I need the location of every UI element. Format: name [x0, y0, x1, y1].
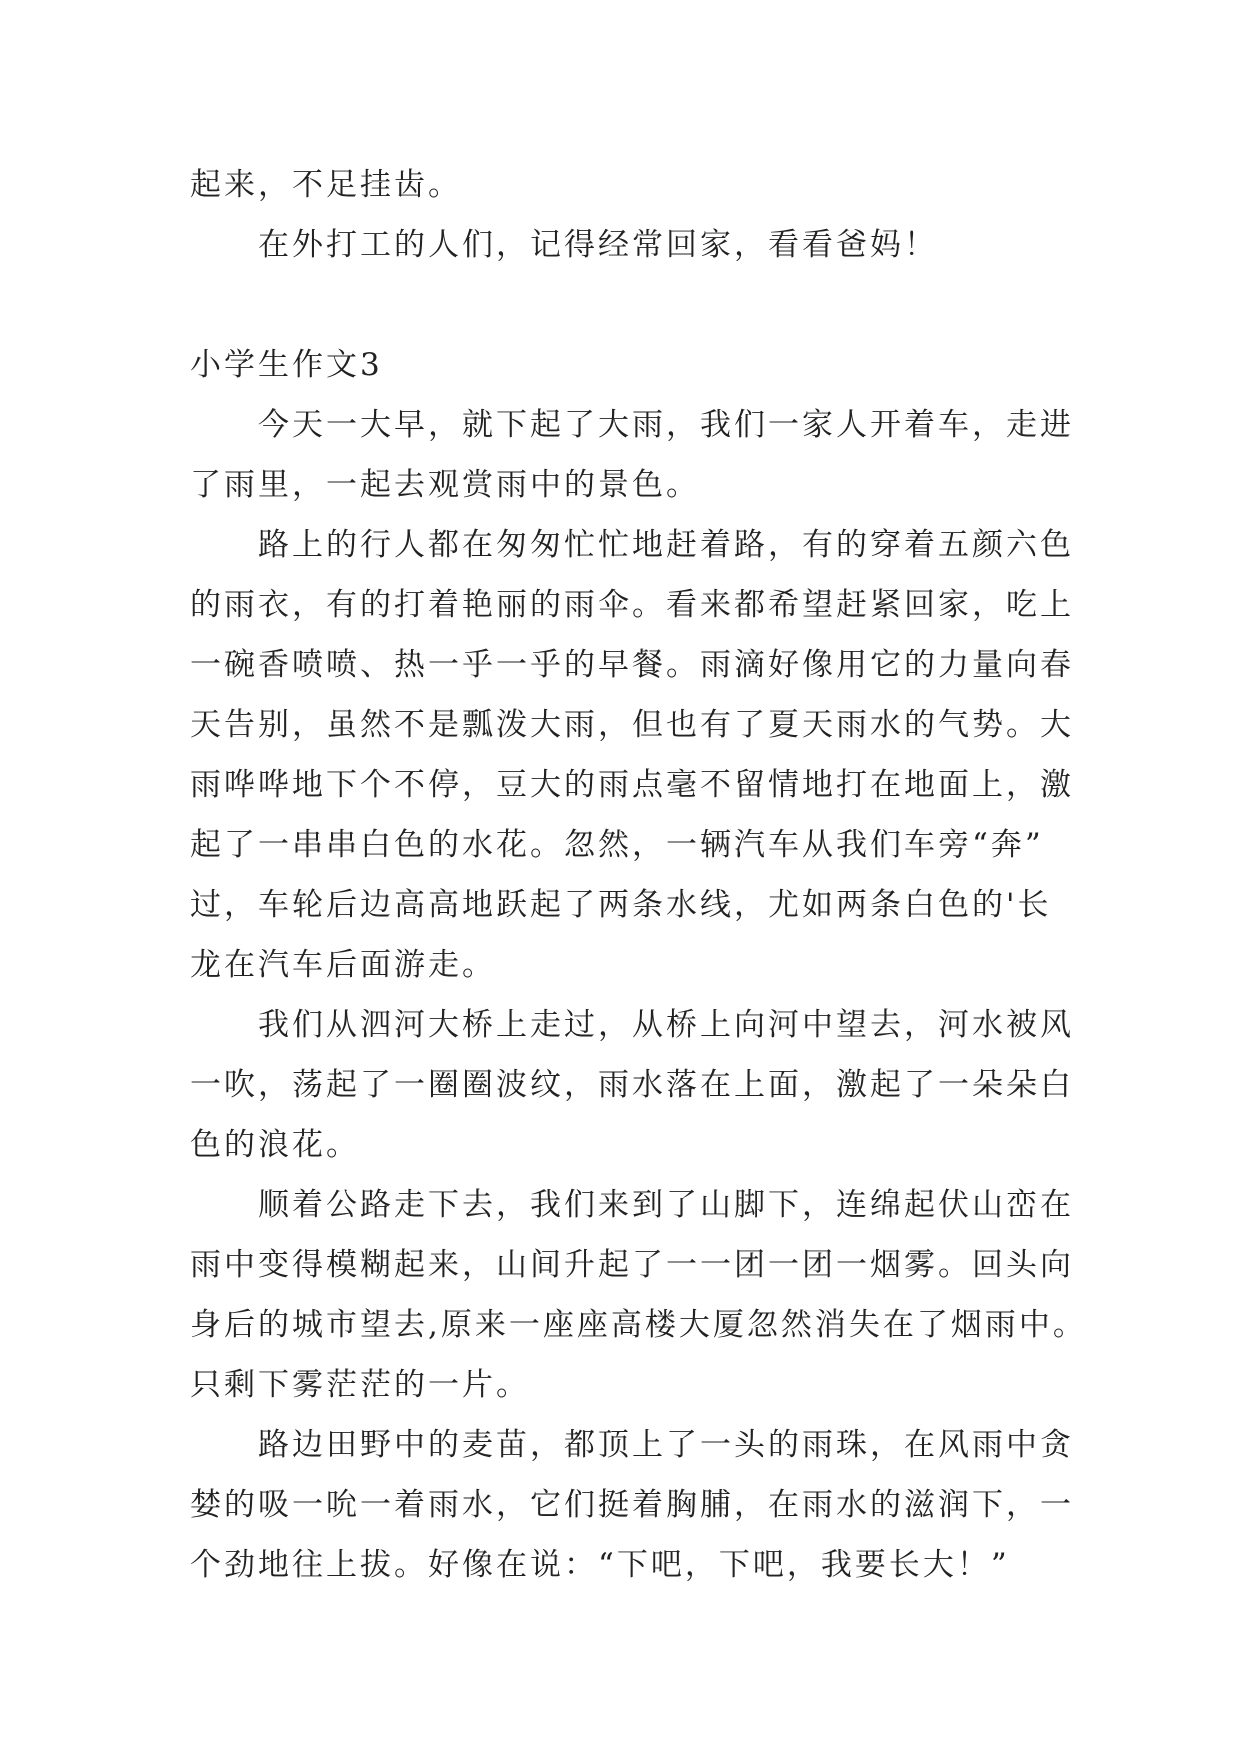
text-line: 只剩下雾茫茫的一片。: [190, 1367, 530, 1403]
text-line: 的雨衣，有的打着艳丽的雨伞。看来都希望赶紧回家，吃上: [190, 587, 1074, 623]
text-line: 在外打工的人们，记得经常回家，看看爸妈！: [258, 227, 938, 263]
text-line: 龙在汽车后面游走。: [190, 947, 496, 983]
text-line: 路上的行人都在匆匆忙忙地赶着路，有的穿着五颜六色: [258, 527, 1074, 563]
text-line: 路边田野中的麦苗，都顶上了一头的雨珠，在风雨中贪: [258, 1427, 1074, 1463]
text-line: 起了一串串白色的水花。忽然，一辆汽车从我们车旁“奔”: [190, 827, 1044, 863]
section-title: 小学生作文3: [190, 347, 383, 383]
text-line: 身后的城市望去,原来一座座高楼大厦忽然消失在了烟雨中。: [190, 1307, 1087, 1343]
text-line: 顺着公路走下去，我们来到了山脚下，连绵起伏山峦在: [258, 1187, 1074, 1223]
text-line: 起来，不足挂齿。: [190, 167, 462, 203]
text-line: 一碗香喷喷、热一乎一乎的早餐。雨滴好像用它的力量向春: [190, 647, 1074, 683]
text-line: 天告别，虽然不是瓢泼大雨，但也有了夏天雨水的气势。大: [190, 707, 1074, 743]
text-line: 雨哗哗地下个不停，豆大的雨点毫不留情地打在地面上，激: [190, 767, 1074, 803]
text-line: 了雨里，一起去观赏雨中的景色。: [190, 467, 700, 503]
text-line: 一吹，荡起了一圈圈波纹，雨水落在上面，激起了一朵朵白: [190, 1067, 1074, 1103]
text-line: 我们从泗河大桥上走过，从桥上向河中望去，河水被风: [258, 1007, 1074, 1043]
text-line: 过，车轮后边高高地跃起了两条水线，尤如两条白色的'长: [190, 887, 1052, 923]
text-line: 雨中变得模糊起来，山间升起了一一团一团一烟雾。回头向: [190, 1247, 1074, 1283]
text-line: 婪的吸一吮一着雨水，它们挺着胸脯，在雨水的滋润下，一: [190, 1487, 1074, 1523]
text-line: 色的浪花。: [190, 1127, 360, 1163]
text-line: 个劲地往上拔。好像在说：“下吧，下吧，我要长大！”: [190, 1547, 1010, 1583]
text-line: 今天一大早，就下起了大雨，我们一家人开着车，走进: [258, 407, 1074, 443]
